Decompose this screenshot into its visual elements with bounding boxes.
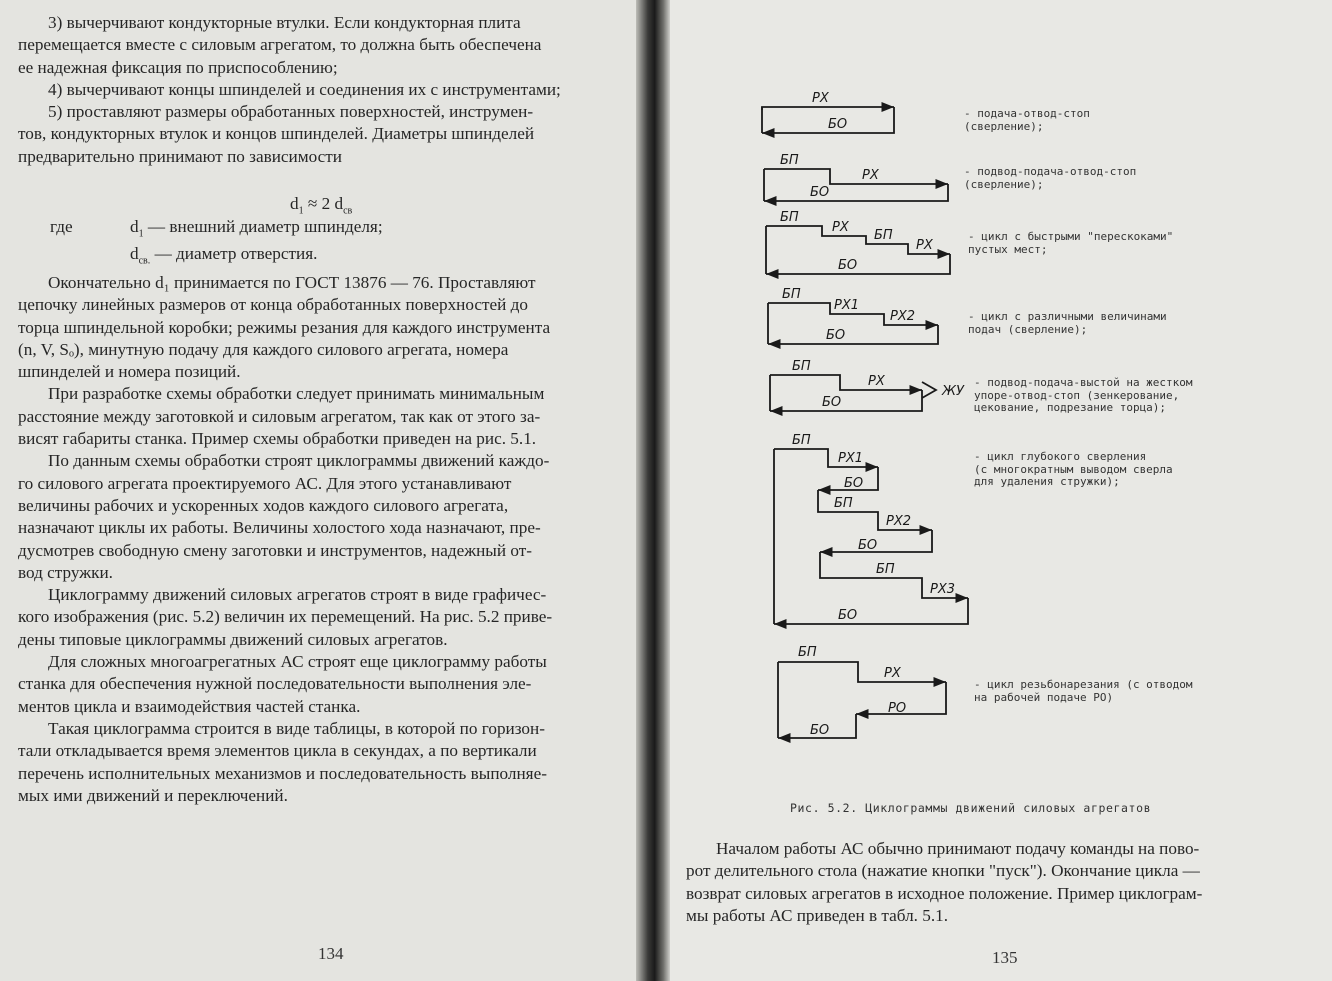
caption-line: (сверление);: [964, 177, 1044, 191]
page-number-left: 134: [318, 944, 344, 963]
cyclogram-5-stop-mark: [922, 382, 936, 398]
cyclogram-5: [770, 375, 936, 411]
cyclogram-4-return-line: [768, 325, 938, 344]
cyclogram-2-feed-line: [764, 169, 948, 184]
book-gutter: [636, 0, 670, 981]
text-line: вод стружки.: [18, 562, 113, 582]
caption-line: пустых мест;: [968, 242, 1048, 256]
text-line: величины рабочих и ускоренных ходов каждого силового агрегата,: [18, 495, 509, 515]
label-rx2: РХ2: [890, 309, 916, 324]
caption-line: (сверление);: [964, 119, 1044, 133]
text-line: ее надежная фиксация по приспособлению;: [18, 57, 338, 77]
page-number-right: 135: [992, 948, 1018, 967]
text-line: шпинделей и номера позиций.: [18, 362, 241, 382]
cyclogram-6-caption: [974, 451, 1173, 489]
cyclogram-5-feed-line: [770, 375, 922, 390]
caption-line: - подвод-подача-выстой на жестком: [974, 376, 1193, 389]
text-line: назначают циклы их работы. Величины холостого хода назначают, пре-: [18, 518, 541, 538]
label-bp: БП: [792, 359, 811, 374]
where-row-2-text: — диаметр отверстия.: [150, 244, 318, 263]
paragraph-p2: [18, 79, 634, 101]
formula-rel: ≈ 2 d: [303, 194, 344, 213]
formula-sub2: св: [343, 205, 353, 217]
caption-line: цекование, подрезание торца);: [974, 401, 1167, 414]
label-rx: РХ: [916, 238, 933, 253]
label-ro: РО: [888, 701, 907, 716]
label-bo: БО: [822, 395, 842, 410]
caption-line: (с многократным выводом сверла: [974, 462, 1173, 476]
label-bo: БО: [838, 608, 858, 623]
label-zhu: ЖУ: [942, 384, 964, 399]
text-line: висят габариты станка. Пример схемы обработки приведен на рис. 5.1.: [18, 429, 537, 449]
text-line: перемещается вместе с силовым агрегатом, то должна быть обеспечена: [18, 35, 542, 55]
label-bo: БО: [826, 328, 846, 343]
cyclogram-6-return-line: [774, 598, 968, 624]
label-bp: БП: [876, 562, 895, 577]
caption-line: - цикл с быстрыми "перескоками": [968, 230, 1174, 243]
label-bp: БП: [834, 496, 853, 511]
where-row-1-symbol: d: [130, 217, 139, 236]
text-line: 3) вычерчивают кондукторные втулки. Если кондукторная плита: [48, 13, 521, 32]
label-bp: БП: [792, 433, 811, 448]
cyclogram-7: [778, 662, 946, 738]
cyclogram-1-caption: [964, 108, 1090, 133]
paragraph-p3: [18, 101, 634, 168]
text-line: Такая циклограмма строится в виде таблицы, в которой по горизон-: [48, 718, 545, 738]
label-bo: БО: [858, 538, 878, 553]
caption-line: подач (сверление);: [968, 322, 1088, 336]
text-line: Окончательно d₁ принимается по ГОСТ 13876 — 76. Проставляют: [48, 273, 536, 292]
paragraph-p7: [18, 584, 634, 651]
where-word: где: [50, 217, 73, 236]
label-bp: БП: [798, 645, 817, 660]
cyclogram-5-caption: [974, 377, 1193, 415]
where-row-1-text: — внешний диаметр шпинделя;: [143, 217, 383, 236]
label-bp: БП: [874, 228, 893, 243]
text-line: возврат силовых агрегатов в исходное положение. Пример циклограм-: [686, 883, 1203, 903]
text-line: Циклограмму движений силовых агрегатов строят в виде графичес-: [48, 585, 547, 605]
text-line: Для сложных многоагрегатных АС строят еще циклограмму работы: [48, 652, 547, 672]
text-line: предварительно принимают по зависимости: [18, 146, 342, 166]
paragraph-p9: [18, 718, 634, 807]
paragraph-p1: [18, 12, 634, 79]
label-rx2: РХ2: [886, 514, 912, 529]
paragraph-p6: [18, 450, 634, 584]
left-text-block-1: [18, 12, 634, 168]
left-text-block-2: [18, 272, 634, 807]
where-row-2: [130, 243, 317, 273]
cyclogram-1-feed-line: [762, 107, 894, 110]
text-line: го силового агрегата проектируемого АС. Для этого устанавливают: [18, 473, 512, 493]
caption-line: - подвод-подача-отвод-стоп: [964, 165, 1137, 178]
cyclogram-7-caption: [974, 679, 1193, 704]
text-line: станка для обеспечения нужной последовательности выполнения эле-: [18, 674, 532, 694]
cyclogram-3-return-line: [766, 254, 950, 274]
label-bo: БО: [810, 723, 830, 738]
label-rx: РХ: [884, 666, 901, 681]
cyclogram-2: [764, 169, 948, 201]
cyclogram-3-caption: [968, 231, 1173, 256]
label-rx: РХ: [868, 374, 885, 389]
formula-d: d: [290, 194, 299, 213]
text-line: Началом работы АС обычно принимают подачу команды на пово-: [716, 839, 1200, 858]
label-bo: БО: [828, 117, 848, 132]
label-bp: БП: [780, 210, 799, 225]
cyclogram-7-feed-line: [778, 662, 946, 682]
cyclogram-4-caption: [968, 311, 1167, 336]
text-line: дены типовые циклограммы движений силовых агрегатов.: [18, 629, 448, 649]
text-line: торца шпиндельной коробки; режимы резания для каждого инструмента: [18, 317, 551, 337]
where-row-1: [130, 216, 383, 246]
text-line: кого изображения (рис. 5.2) величин их перемещений. На рис. 5.2 приве-: [18, 607, 553, 627]
caption-line: - подача-отвод-стоп: [964, 107, 1090, 120]
cyclogram-2-return-line: [764, 184, 948, 201]
where-row-2-sub: св.: [138, 255, 151, 267]
label-rx: РХ: [832, 220, 849, 235]
caption-line: - цикл резьбонарезания (с отводом: [974, 678, 1193, 691]
label-bo: БО: [844, 476, 864, 491]
text-line: расстояние между заготовкой и силовым агрегатом, так как от этого за-: [18, 406, 541, 426]
cyclogram-5-return-line: [770, 390, 922, 411]
text-line: цепочку линейных размеров от конца обработанных поверхностей до: [18, 295, 528, 315]
caption-line: - цикл с различными величинами: [968, 310, 1167, 323]
where-row-2-symbol: d: [130, 244, 139, 263]
text-line: рот делительного стола (нажатие кнопки "пуск"). Окончание цикла —: [686, 861, 1200, 881]
label-bo: БО: [838, 258, 858, 273]
left-page: [0, 0, 652, 981]
text-line: тов, кондукторных втулок и концов шпинделей. Диаметры шпинделей: [18, 124, 535, 144]
text-line: (n, V, Sₒ), минутную подачу для каждого силового агрегата, номера: [18, 339, 509, 359]
caption-line: упоре-отвод-стоп (зенкерование,: [974, 388, 1180, 402]
text-line: мы работы АС приведен в табл. 5.1.: [686, 905, 949, 925]
paragraph-p8: [18, 651, 634, 718]
label-rx: РХ: [812, 91, 829, 106]
text-line: мых ими движений и переключений.: [18, 785, 288, 805]
text-line: перечень исполнительных механизмов и последовательность выполняе-: [18, 763, 547, 783]
text-line: При разработке схемы обработки следует принимать минимальным: [48, 384, 545, 404]
caption-line: на рабочей подаче РО): [974, 690, 1114, 704]
label-rx: РХ: [862, 168, 879, 183]
label-rx1: РХ1: [834, 298, 860, 313]
right-page: [652, 0, 1332, 981]
paragraph-right: [686, 838, 1316, 927]
formula-sub1: 1: [298, 205, 304, 217]
label-bp: БП: [782, 287, 801, 302]
caption-line: - цикл глубокого сверления: [974, 450, 1147, 463]
text-line: 5) проставляют размеры обработанных поверхностей, инструмен-: [48, 102, 534, 122]
text-line: дусмотрев свободную смену заготовки и инструментов, надежный от-: [18, 540, 532, 560]
where-row-1-sub: 1: [138, 228, 144, 240]
label-rx1: РХ1: [838, 451, 864, 466]
paragraph-p5: [18, 383, 634, 450]
text-line: По данным схемы обработки строят циклограммы движений каждо-: [48, 451, 550, 471]
text-line: ментов цикла и взаимодействия частей станка.: [18, 696, 361, 716]
paragraph-p4: [18, 272, 634, 383]
caption-line: для удаления стружки);: [974, 475, 1120, 488]
label-bp: БП: [780, 153, 799, 168]
label-bo: БО: [810, 185, 830, 200]
label-rx3: РХ3: [930, 582, 956, 597]
right-text-block: [686, 838, 1316, 927]
text-line: 4) вычерчивают концы шпинделей и соединения их с инструментами;: [48, 79, 561, 99]
figure-caption: Рис. 5.2. Циклограммы движений силовых агрегатов: [790, 801, 1152, 815]
cyclogram-6: [774, 449, 968, 624]
cyclogram-2-caption: [964, 166, 1136, 191]
text-line: тали откладывается время элементов цикла в секундах, а по вертикали: [18, 741, 537, 761]
